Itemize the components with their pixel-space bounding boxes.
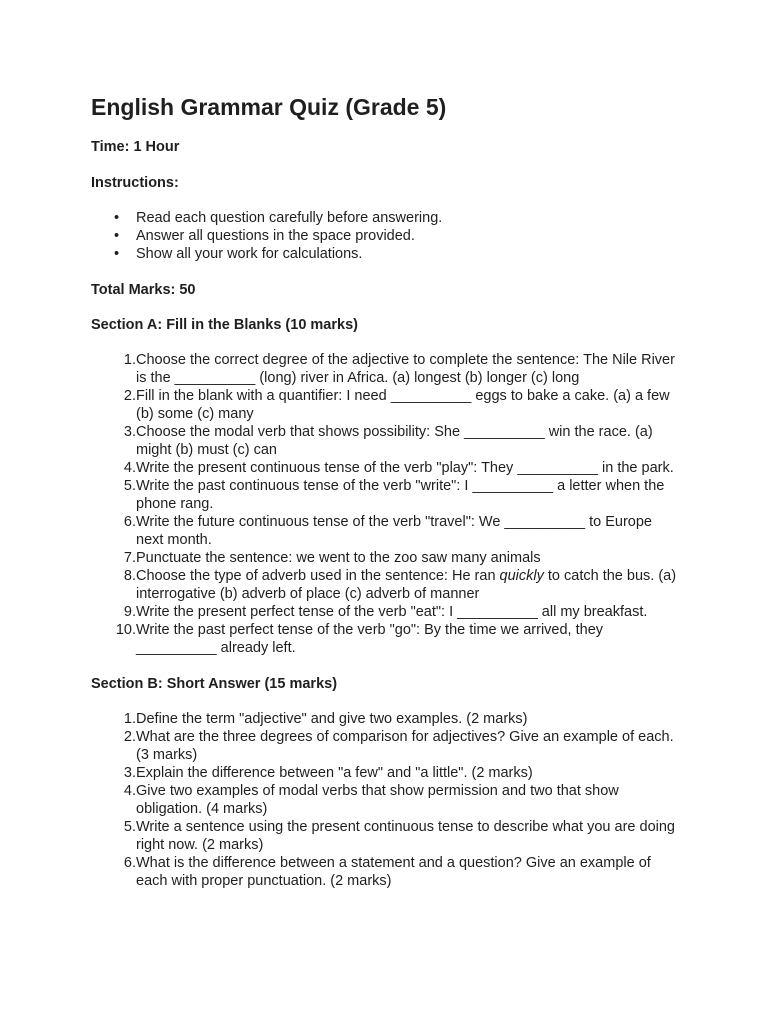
- question-number: 7.: [123, 550, 136, 566]
- question-number: 1.: [123, 352, 136, 368]
- question-number: 2.: [123, 388, 136, 404]
- question-text: Explain the difference between "a few" and "a little". (2 marks): [136, 765, 533, 781]
- question-text: What are the three degrees of comparison for adjectives? Give an example of each. (3 marks): [136, 729, 674, 763]
- question-number: 1.: [123, 711, 136, 727]
- question-number: 6.: [123, 855, 136, 871]
- list-item: [123, 387, 681, 423]
- question-text-before: Choose the type of adverb used in the sentence: He ran: [136, 568, 500, 584]
- question-number: 10.: [115, 622, 136, 638]
- question-text: Write the present continuous tense of the verb "play": They __________ in the park.: [136, 460, 674, 476]
- question-text: Define the term "adjective" and give two examples. (2 marks): [136, 711, 528, 727]
- section-b-questions: [91, 710, 681, 890]
- instructions-list: [91, 209, 681, 263]
- question-text: Write the future continuous tense of the verb "travel": We __________ to Europe next month.: [136, 514, 652, 548]
- question-number: 5.: [123, 819, 136, 835]
- instruction-item: • Read each question carefully before answering.: [136, 209, 681, 227]
- section-b-heading: Section B: Short Answer (15 marks): [91, 676, 338, 692]
- list-item: [123, 477, 681, 513]
- section-a-heading: Section A: Fill in the Blanks (10 marks): [91, 317, 358, 333]
- question-text-italic: quickly: [499, 568, 544, 584]
- question-text: Write the present perfect tense of the verb "eat": I __________ all my breakfast.: [136, 604, 648, 620]
- list-item: [123, 710, 681, 728]
- question-number: 3.: [123, 424, 136, 440]
- question-number: 8.: [123, 568, 136, 584]
- list-item: [115, 621, 681, 657]
- question-text: Write a sentence using the present continuous tense to describe what you are doing right now. (2 marks): [136, 819, 675, 853]
- list-item: [123, 513, 681, 549]
- page-title: English Grammar Quiz (Grade 5): [91, 94, 447, 120]
- list-item: [123, 423, 681, 459]
- list-item: [123, 351, 681, 387]
- list-item: [123, 549, 681, 567]
- section-a-questions: [91, 351, 681, 657]
- list-item: [123, 818, 681, 854]
- list-item: [123, 603, 681, 621]
- question-text: Write the past continuous tense of the verb "write": I __________ a letter when the phone rang.: [136, 478, 665, 512]
- list-item: [123, 459, 681, 477]
- question-text-after: to catch the bus. (a) interrogative (b) adverb of place (c) adverb of manner: [136, 568, 677, 602]
- list-item: [123, 782, 681, 818]
- question-number: 3.: [123, 765, 136, 781]
- question-number: 2.: [123, 729, 136, 745]
- question-number: 4.: [123, 783, 136, 799]
- list-item: [123, 567, 681, 603]
- question-text: Punctuate the sentence: we went to the zoo saw many animals: [136, 550, 541, 566]
- question-number: 6.: [123, 514, 136, 530]
- question-text: Choose the correct degree of the adjective to complete the sentence: The Nile River is the __________ (long) river in Africa. (a) longest (b) longer (c) long: [136, 352, 675, 386]
- question-text: Give two examples of modal verbs that show permission and two that show obligation. (4 marks): [136, 783, 619, 817]
- question-number: 5.: [123, 478, 136, 494]
- instruction-item: • Answer all questions in the space provided.: [136, 227, 681, 245]
- question-text: Write the past perfect tense of the verb "go": By the time we arrived, they __________ already left.: [136, 622, 604, 656]
- quiz-document: [91, 93, 681, 890]
- question-number: 4.: [123, 460, 136, 476]
- instructions-heading: Instructions:: [91, 175, 179, 191]
- question-text: Fill in the blank with a quantifier: I need __________ eggs to bake a cake. (a) a few (b) some (c) many: [136, 388, 670, 422]
- instruction-item: • Show all your work for calculations.: [136, 245, 681, 263]
- time-label: Time: 1 Hour: [91, 139, 180, 155]
- question-number: 9.: [123, 604, 136, 620]
- list-item: [123, 854, 681, 890]
- question-text: Choose the modal verb that shows possibility: She __________ win the race. (a) might (b) must (c) can: [136, 424, 653, 458]
- total-marks: Total Marks: 50: [91, 282, 196, 298]
- list-item: [123, 764, 681, 782]
- question-text: What is the difference between a statement and a question? Give an example of each with proper punctuation. (2 marks): [136, 855, 651, 889]
- list-item: [123, 728, 681, 764]
